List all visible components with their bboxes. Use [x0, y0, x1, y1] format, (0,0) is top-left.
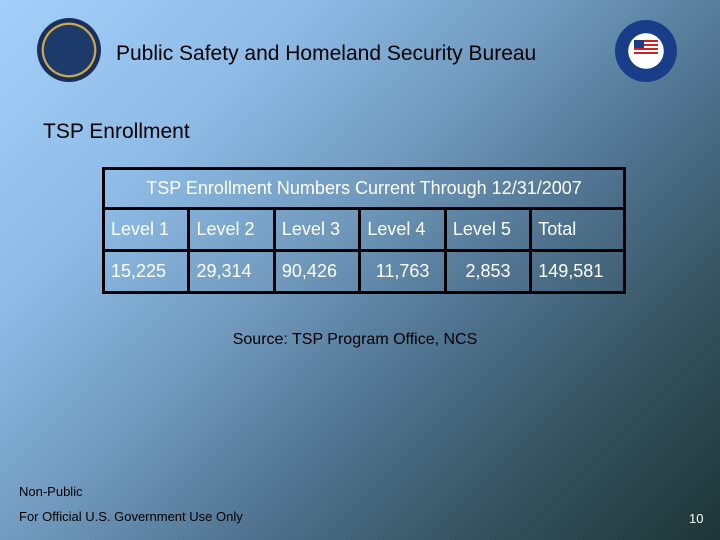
usage-notice: For Official U.S. Government Use Only	[19, 509, 243, 524]
slide-title: TSP Enrollment	[43, 120, 190, 143]
enrollment-table	[102, 167, 626, 294]
value-cell: 2,853	[445, 251, 530, 293]
value-cell: 15,225	[104, 251, 189, 293]
header-cell: Level 2	[189, 209, 274, 251]
value-cell: 90,426	[274, 251, 359, 293]
table-row	[104, 251, 625, 293]
value-cell: 11,763	[360, 251, 445, 293]
table-caption: TSP Enrollment Numbers Current Through 12/31/2007	[104, 169, 625, 209]
header-cell: Total	[531, 209, 625, 251]
bureau-title: Public Safety and Homeland Security Bureau	[116, 42, 537, 65]
source-note: Source: TSP Program Office, NCS	[232, 331, 478, 348]
flag-icon	[634, 40, 658, 54]
header-cell: Level 1	[104, 209, 189, 251]
classification-label: Non-Public	[19, 484, 83, 499]
header-cell: Level 4	[360, 209, 445, 251]
value-cell: 29,314	[189, 251, 274, 293]
value-cell: 149,581	[531, 251, 625, 293]
page-number: 10	[689, 511, 704, 526]
header-cell: Level 5	[445, 209, 530, 251]
table-header-row	[104, 209, 625, 251]
pshsb-logo	[615, 20, 677, 82]
header-cell: Level 3	[274, 209, 359, 251]
fcc-seal-logo	[37, 18, 101, 82]
